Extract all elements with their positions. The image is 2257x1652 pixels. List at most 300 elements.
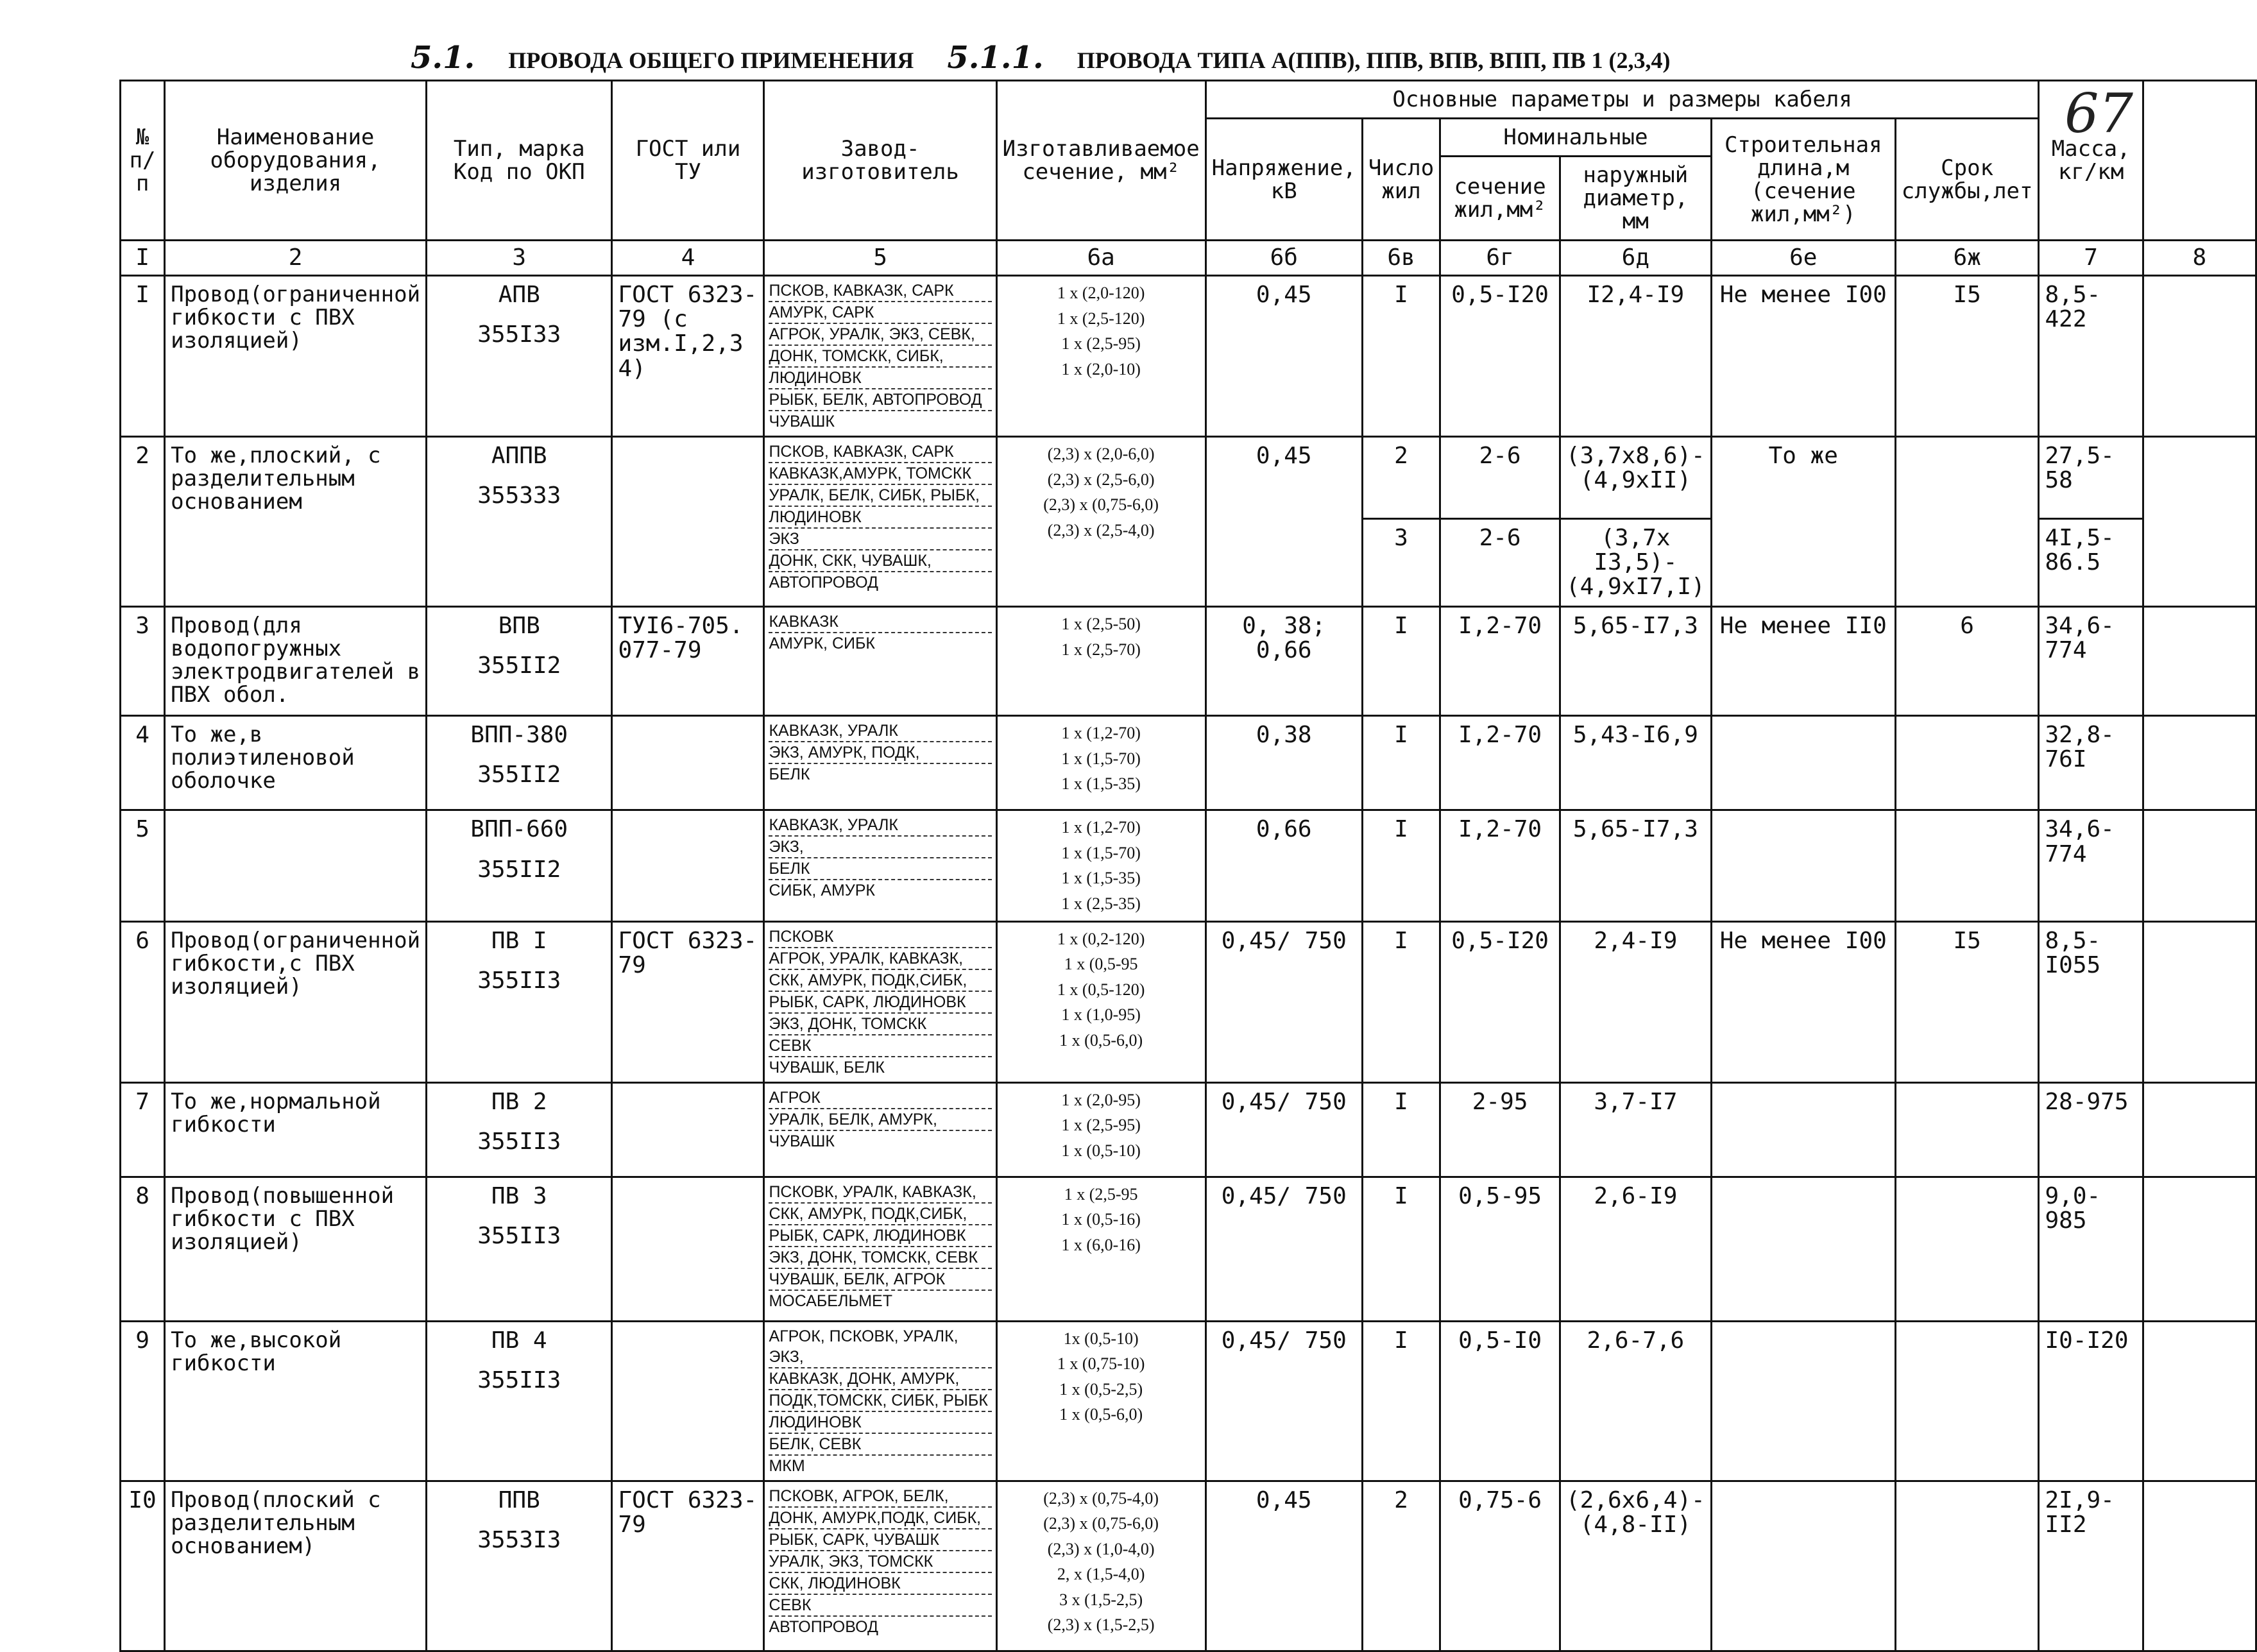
manufacturers [764, 437, 996, 607]
manufacturers-line: УРАЛК, БЕЛК, СИБК, РЫБК, [769, 485, 991, 507]
col-number: 4 [612, 241, 764, 276]
outer-diameter: 2,4-I9 [1560, 921, 1711, 1082]
manufacturers-line: ЭКЗ [769, 529, 991, 550]
core-section: I,2-70 [1440, 810, 1560, 921]
type-code [427, 607, 612, 716]
manufacturers-line: ПОДК,ТОМСКК, СИБК, РЫБК [769, 1390, 991, 1412]
manufacturers-line: КАВКАЗК,АМУРК, ТОМСКК [769, 463, 991, 485]
sections-line: 1 х (2,5-35) [1061, 894, 1141, 913]
manufacturers [764, 921, 996, 1082]
extra-column [2143, 1481, 2256, 1651]
manufacturers-line: ДОНК, ТОМСКК, СИБК, [769, 346, 991, 368]
manufacturers-line: ПСКОВ, КАВКАЗК, САРК [769, 280, 991, 302]
sections [996, 716, 1205, 810]
col-number: 6е [1711, 241, 1895, 276]
voltage: 0, 38; 0,66 [1205, 607, 1362, 716]
manufacturers-line: АВТОПРОВОД [769, 1617, 878, 1636]
core-section: 0,5-I20 [1440, 921, 1560, 1082]
manufacturers-line: ЧУВАШК [769, 1132, 835, 1150]
col-header-core-section: сечение жил,мм² [1440, 157, 1560, 241]
manufacturers-line: КАВКАЗК, УРАЛК [769, 815, 991, 837]
manufacturers-line: ЭКЗ, АМУРК, ПОДК, [769, 742, 991, 764]
mass: 8,5-422 [2039, 276, 2143, 437]
mass: I0-I20 [2039, 1321, 2143, 1481]
gost-spec: ГОСТ 6323-79 [612, 1481, 764, 1651]
sections [996, 1321, 1205, 1481]
type-code-line: 355II3 [477, 1128, 561, 1155]
manufacturers-line: МОСАБЕЛЬМЕТ [769, 1291, 893, 1310]
type-code [427, 1082, 612, 1177]
gost-spec [612, 716, 764, 810]
manufacturers-line: РЫБК, БЕЛК, АВТОПРОВОД [769, 389, 991, 411]
cable-spec-table [119, 80, 2257, 1652]
manufacturers-line: ЭКЗ, [769, 837, 991, 858]
build-length: Не менее I00 [1711, 921, 1895, 1082]
page-number: 67 [2065, 82, 2133, 145]
manufacturers-line: УРАЛК, БЕЛК, АМУРК, [769, 1109, 991, 1131]
col-header-type: Тип, марка Код по ОКП [427, 81, 612, 241]
extra-column [2143, 1177, 2256, 1321]
col-header-params: Основные параметры и размеры кабеля [1205, 81, 2039, 119]
sections-line: 1 х (1,5-70) [1061, 749, 1141, 768]
manufacturers-line: ЛЮДИНОВК [769, 1412, 991, 1434]
type-code-line: ПВ 4 [491, 1327, 547, 1354]
sections-line: (2,3) х (0,75-6,0) [1043, 1514, 1159, 1533]
item-name: Провод(повышенной гибкости с ПВХ изоляцией) [165, 1177, 427, 1321]
voltage: 0,45 [1205, 276, 1362, 437]
manufacturers-line: АГРОК [769, 1087, 991, 1109]
type-code-line: ПВ I [491, 927, 547, 954]
row-number: I [121, 276, 165, 437]
manufacturers-line: СИБК, АМУРК [769, 881, 875, 900]
type-code [427, 1481, 612, 1651]
table-row [121, 716, 2256, 810]
section-number: 5.1. [411, 40, 475, 76]
type-code [427, 716, 612, 810]
extra-column [2143, 1321, 2256, 1481]
manufacturers [764, 276, 996, 437]
row-number: 8 [121, 1177, 165, 1321]
sections-line: 3 х (1,5-2,5) [1059, 1590, 1143, 1609]
sections-line: 1 х (1,5-35) [1061, 869, 1141, 888]
manufacturers-line: ЛЮДИНОВК [769, 368, 991, 389]
manufacturers [764, 1082, 996, 1177]
cores: I [1362, 1321, 1440, 1481]
build-length [1711, 1481, 1895, 1651]
core-section: 2-95 [1440, 1082, 1560, 1177]
col-header-build-length: Строительная длина,м (сечение жил,мм²) [1711, 119, 1895, 241]
manufacturers-line: РЫБК, САРК, ЛЮДИНОВК [769, 992, 991, 1014]
sections-line: (2,3) х (2,0-6,0) [1047, 445, 1155, 464]
row-number: I0 [121, 1481, 165, 1651]
type-code [427, 810, 612, 921]
item-name: Провод(плоский с разделительным основанием) [165, 1481, 427, 1651]
cores: I [1362, 607, 1440, 716]
sections-line: 1 х (6,0-16) [1061, 1235, 1141, 1254]
voltage: 0,45/ 750 [1205, 921, 1362, 1082]
gost-spec [612, 1321, 764, 1481]
outer-diameter: 5,65-I7,3 [1560, 810, 1711, 921]
gost-spec: ТУI6-705. 077-79 [612, 607, 764, 716]
type-code-line: 355II3 [477, 1367, 561, 1393]
outer-diameter: I2,4-I9 [1560, 276, 1711, 437]
col-header-voltage: Напряжение, кВ [1205, 119, 1362, 241]
sections-line: (2,3) х (2,5-6,0) [1047, 470, 1155, 489]
manufacturers-line: ЧУВАШК, БЕЛК, АГРОК [769, 1269, 991, 1291]
row-number: 9 [121, 1321, 165, 1481]
page-heading [411, 40, 1704, 76]
manufacturers-line: РЫБК, САРК, ЧУВАШК [769, 1529, 991, 1551]
sections-line: 1 х (0,5-16) [1061, 1210, 1141, 1229]
type-code-line: 355333 [477, 482, 561, 509]
manufacturers-line: АМУРК, СИБК [769, 634, 875, 653]
sections-line: 1 х (0,5-120) [1057, 980, 1145, 999]
service-life [1895, 1082, 2039, 1177]
build-length [1711, 716, 1895, 810]
gost-spec: ГОСТ 6323-79 (с изм.I,2,3 4) [612, 276, 764, 437]
core-section: I,2-70 [1440, 716, 1560, 810]
item-name: Провод(ограниченной гибкости с ПВХ изоляцией) [165, 276, 427, 437]
outer-diameter: (3,7x8,6)-(4,9xII) [1560, 437, 1711, 519]
type-code-line: 355II3 [477, 1222, 561, 1249]
row-number: 6 [121, 921, 165, 1082]
manufacturers-line: ЛЮДИНОВК [769, 507, 991, 529]
table-row [121, 437, 2256, 519]
extra-column [2143, 810, 2256, 921]
manufacturers-line: ЧУВАШК, БЕЛК [769, 1058, 885, 1077]
item-name: Провод(для водопогружных электродвигателей в ПВХ обол. [165, 607, 427, 716]
outer-diameter: 3,7-I7 [1560, 1082, 1711, 1177]
extra-column [2143, 921, 2256, 1082]
sections-line: 1 х (2,0-95) [1061, 1090, 1141, 1109]
voltage: 0,45 [1205, 1481, 1362, 1651]
manufacturers-line: СКК, АМУРК, ПОДК,СИБК, [769, 970, 991, 992]
core-section: 2-6 [1440, 518, 1560, 606]
item-name: То же,высокой гибкости [165, 1321, 427, 1481]
row-number: 2 [121, 437, 165, 607]
row-number: 4 [121, 716, 165, 810]
manufacturers-line: ЧУВАШК [769, 413, 835, 431]
sections-line: 1 х (0,2-120) [1057, 929, 1145, 948]
cores: I [1362, 1177, 1440, 1321]
type-code-line: АПВ [498, 282, 540, 309]
manufacturers-line: ЭКЗ, ДОНК, ТОМСКК [769, 1014, 991, 1035]
gost-spec [612, 810, 764, 921]
sections-line: 1 х (2,5-95) [1061, 334, 1141, 353]
col-header-name: Наименование оборудования, изделия [165, 81, 427, 241]
manufacturers-line: МКМ [769, 1456, 805, 1475]
outer-diameter: 5,65-I7,3 [1560, 607, 1711, 716]
sections [996, 1481, 1205, 1651]
mass: 32,8-76I [2039, 716, 2143, 810]
manufacturers-line: ДОНК, СКК, ЧУВАШК, [769, 550, 991, 572]
col-header-maker: Завод-изготовитель [764, 81, 996, 241]
voltage: 0,66 [1205, 810, 1362, 921]
col-header-no: № п/п [121, 81, 165, 241]
build-length [1711, 810, 1895, 921]
manufacturers [764, 1481, 996, 1651]
extra-column [2143, 437, 2256, 607]
row-number: 5 [121, 810, 165, 921]
mass: 2I,9-II2 [2039, 1481, 2143, 1651]
sections-line: 1 х (0,5-6,0) [1059, 1405, 1143, 1424]
type-code-line: ВПП-660 [470, 816, 568, 843]
manufacturers-line: СКК, ЛЮДИНОВК [769, 1573, 991, 1595]
table-row [121, 810, 2256, 921]
col-header-gost: ГОСТ или ТУ [612, 81, 764, 241]
mass: 34,6-774 [2039, 607, 2143, 716]
manufacturers-line: СКК, АМУРК, ПОДК,СИБК, [769, 1204, 991, 1225]
manufacturers-line: РЫБК, САРК, ЛЮДИНОВК [769, 1225, 991, 1247]
outer-diameter: (2,6x6,4)-(4,8-II) [1560, 1481, 1711, 1651]
sections-line: 1 х (2,0-10) [1061, 359, 1141, 379]
manufacturers-line: ДОНК, АМУРК,ПОДК, СИБК, [769, 1508, 991, 1529]
service-life [1895, 810, 2039, 921]
manufacturers-line: УРАЛК, ЭКЗ, ТОМСКК [769, 1551, 991, 1573]
manufacturers-line: КАВКАЗК, ДОНК, АМУРК, [769, 1368, 991, 1390]
col-header-nominal: Номинальные [1440, 119, 1712, 157]
type-code-line: 355I33 [477, 321, 561, 348]
mass: 28-975 [2039, 1082, 2143, 1177]
voltage: 0,45/ 750 [1205, 1177, 1362, 1321]
section-title: ПРОВОДА ОБЩЕГО ПРИМЕНЕНИЯ [508, 47, 914, 73]
col-header-cores: Число жил [1362, 119, 1440, 241]
core-section: 0,75-6 [1440, 1481, 1560, 1651]
manufacturers [764, 607, 996, 716]
col-number: 2 [165, 241, 427, 276]
cores: 3 [1362, 518, 1440, 606]
core-section: 2-6 [1440, 437, 1560, 519]
manufacturers [764, 1177, 996, 1321]
col-number: 5 [764, 241, 996, 276]
extra-column [2143, 607, 2256, 716]
type-code-line: АППВ [491, 443, 547, 470]
manufacturers-line: ПСКОВК [769, 926, 991, 948]
sections-line: (2,3) х (1,0-4,0) [1047, 1539, 1155, 1558]
outer-diameter: (3,7x I3,5)-(4,9xI7,I) [1560, 518, 1711, 606]
manufacturers-line: БЕЛК [769, 765, 810, 784]
row-number: 7 [121, 1082, 165, 1177]
manufacturers-line: ПСКОВК, АГРОК, БЕЛК, [769, 1486, 991, 1508]
manufacturers [764, 810, 996, 921]
manufacturers-line: КАВКАЗК [769, 611, 991, 633]
sections [996, 437, 1205, 607]
sections-line: 1 х (2,0-120) [1057, 284, 1145, 303]
type-code-line: 355II2 [477, 652, 561, 679]
sections-line: 1 х (1,0-95) [1061, 1005, 1141, 1025]
type-code [427, 1321, 612, 1481]
table-body [121, 276, 2256, 1651]
type-code-line: ПВ 3 [491, 1182, 547, 1209]
sections-line: 1 х (2,5-120) [1057, 309, 1145, 328]
sections-line: 1 х (0,75-10) [1057, 1354, 1145, 1374]
sections-line: 1 х (2,5-50) [1061, 615, 1141, 634]
core-section: I,2-70 [1440, 607, 1560, 716]
manufacturers-line: СЕВК [769, 1595, 991, 1617]
cores: I [1362, 276, 1440, 437]
item-name: Провод(ограниченной гибкости,с ПВХ изоляцией) [165, 921, 427, 1082]
build-length [1711, 1082, 1895, 1177]
voltage: 0,45 [1205, 437, 1362, 607]
sections [996, 810, 1205, 921]
col-number: 8 [2143, 241, 2256, 276]
type-code [427, 921, 612, 1082]
sections-line: 1 х (1,2-70) [1061, 818, 1141, 837]
col-number: 6ж [1895, 241, 2039, 276]
sections-line: 1 х (0,5-10) [1061, 1141, 1141, 1160]
sections [996, 1082, 1205, 1177]
gost-spec [612, 437, 764, 607]
sections [996, 607, 1205, 716]
service-life: I5 [1895, 921, 2039, 1082]
table-row [121, 1082, 2256, 1177]
manufacturers-line: БЕЛК, СЕВК [769, 1434, 991, 1456]
cores: I [1362, 1082, 1440, 1177]
build-length [1711, 1177, 1895, 1321]
manufacturers-line: ПСКОВ, КАВКАЗК, САРК [769, 441, 991, 463]
extra-column [2143, 1082, 2256, 1177]
item-name: То же,в полиэтиленовой оболочке [165, 716, 427, 810]
col-number: 3 [427, 241, 612, 276]
core-section: 0,5-I20 [1440, 276, 1560, 437]
col-header-extra [2143, 81, 2256, 241]
outer-diameter: 2,6-I9 [1560, 1177, 1711, 1321]
type-code [427, 1177, 612, 1321]
manufacturers-line: БЕЛК [769, 858, 991, 880]
type-code-line: 355II3 [477, 967, 561, 994]
voltage: 0,45/ 750 [1205, 1082, 1362, 1177]
manufacturers-line: АГРОК, ПСКОВК, УРАЛК, ЭКЗ, [769, 1326, 991, 1368]
sections-line: (2,3) х (1,5-2,5) [1047, 1615, 1155, 1635]
extra-column [2143, 276, 2256, 437]
sections-line: (2,3) х (0,75-6,0) [1043, 495, 1159, 515]
col-number: 6б [1205, 241, 1362, 276]
manufacturers-line: КАВКАЗК, УРАЛК [769, 720, 991, 742]
build-length: Не менее I00 [1711, 276, 1895, 437]
cores: 2 [1362, 437, 1440, 519]
manufacturers-line: ЭКЗ, ДОНК, ТОМСКК, СЕВК [769, 1247, 991, 1269]
table-row [121, 1177, 2256, 1321]
col-number: 6а [996, 241, 1205, 276]
item-name: То же,нормальной гибкости [165, 1082, 427, 1177]
type-code-line: 3553I3 [477, 1526, 561, 1553]
core-section: 0,5-95 [1440, 1177, 1560, 1321]
type-code-line: 355II2 [477, 856, 561, 883]
type-code [427, 437, 612, 607]
manufacturers-line: АВТОПРОВОД [769, 574, 878, 592]
sections [996, 921, 1205, 1082]
type-code-line: 355II2 [477, 762, 561, 788]
mass: 8,5-I055 [2039, 921, 2143, 1082]
mass: 34,6-774 [2039, 810, 2143, 921]
table-row [121, 1481, 2256, 1651]
sections-line: (2,3) х (0,75-4,0) [1043, 1488, 1159, 1508]
sections-line: 1 х (0,5-2,5) [1059, 1379, 1143, 1399]
table-row [121, 607, 2256, 716]
manufacturers-line: ПСКОВК, УРАЛК, КАВКАЗК, [769, 1182, 991, 1204]
sections-line: 1 х (1,5-35) [1061, 774, 1141, 794]
service-life [1895, 437, 2039, 607]
mass: 27,5-58 [2039, 437, 2143, 519]
cores: I [1362, 716, 1440, 810]
gost-spec [612, 1177, 764, 1321]
sections-line: 1х (0,5-10) [1063, 1329, 1139, 1348]
sections-line: 1 х (1,5-70) [1061, 843, 1141, 862]
sections-line: 1 х (0,5-95 [1064, 955, 1138, 974]
col-header-service: Срок службы,лет [1895, 119, 2039, 241]
col-number: I [121, 241, 165, 276]
col-number: 7 [2039, 241, 2143, 276]
sections-line: 1 х (1,2-70) [1061, 724, 1141, 743]
service-life: 6 [1895, 607, 2039, 716]
sections-line: 1 х (0,5-6,0) [1059, 1030, 1143, 1050]
core-section: 0,5-I0 [1440, 1321, 1560, 1481]
service-life [1895, 1481, 2039, 1651]
cores: I [1362, 810, 1440, 921]
sections [996, 1177, 1205, 1321]
table-row [121, 921, 2256, 1082]
col-header-outer-diameter: наружный диаметр, мм [1560, 157, 1711, 241]
service-life: I5 [1895, 276, 2039, 437]
table-row [121, 276, 2256, 437]
type-code [427, 276, 612, 437]
item-name: То же,плоский, с разделительным основанием [165, 437, 427, 607]
voltage: 0,45/ 750 [1205, 1321, 1362, 1481]
col-number: 6д [1560, 241, 1711, 276]
gost-spec: ГОСТ 6323-79 [612, 921, 764, 1082]
cores: 2 [1362, 1481, 1440, 1651]
subsection-title: ПРОВОДА ТИПА А(ППВ), ППВ, ВПВ, ВПП, ПВ 1 (2,3,4) [1077, 47, 1671, 73]
voltage: 0,38 [1205, 716, 1362, 810]
sections-line: 2, х (1,5-4,0) [1057, 1565, 1145, 1584]
service-life [1895, 1321, 2039, 1481]
extra-column [2143, 716, 2256, 810]
row-number: 3 [121, 607, 165, 716]
outer-diameter: 2,6-7,6 [1560, 1321, 1711, 1481]
mass: 4I,5-86.5 [2039, 518, 2143, 606]
type-code-line: ВПП-380 [470, 722, 568, 749]
gost-spec [612, 1082, 764, 1177]
col-header-section: Изготавливаемое сечение, мм² [996, 81, 1205, 241]
manufacturers-line: АМУРК, САРК [769, 302, 991, 324]
sections-line: 1 х (2,5-95 [1064, 1184, 1138, 1204]
sections-line: 1 х (2,5-70) [1061, 640, 1141, 659]
build-length: Не менее II0 [1711, 607, 1895, 716]
type-code-line: ПВ 2 [491, 1088, 547, 1115]
cores: I [1362, 921, 1440, 1082]
build-length [1711, 1321, 1895, 1481]
item-name [165, 810, 427, 921]
subsection-number: 5.1.1. [947, 40, 1044, 76]
manufacturers-line: АГРОК, УРАЛК, ЭКЗ, СЕВК, [769, 324, 991, 346]
type-code-line: ВПВ [498, 613, 540, 640]
sections-line: (2,3) х (2,5-4,0) [1047, 520, 1155, 540]
manufacturers-line: СЕВК [769, 1035, 991, 1057]
manufacturers [764, 1321, 996, 1481]
mass: 9,0-985 [2039, 1177, 2143, 1321]
type-code-line: ППВ [498, 1486, 540, 1513]
service-life [1895, 1177, 2039, 1321]
manufacturers [764, 716, 996, 810]
sections [996, 276, 1205, 437]
col-header-mass: Масса, кг/км [2039, 81, 2143, 241]
sections-line: 1 х (2,5-95) [1061, 1116, 1141, 1135]
table-row [121, 1321, 2256, 1481]
service-life [1895, 716, 2039, 810]
col-number: 6г [1440, 241, 1560, 276]
manufacturers-line: АГРОК, УРАЛК, КАВКАЗК, [769, 948, 991, 970]
col-number: 6в [1362, 241, 1440, 276]
